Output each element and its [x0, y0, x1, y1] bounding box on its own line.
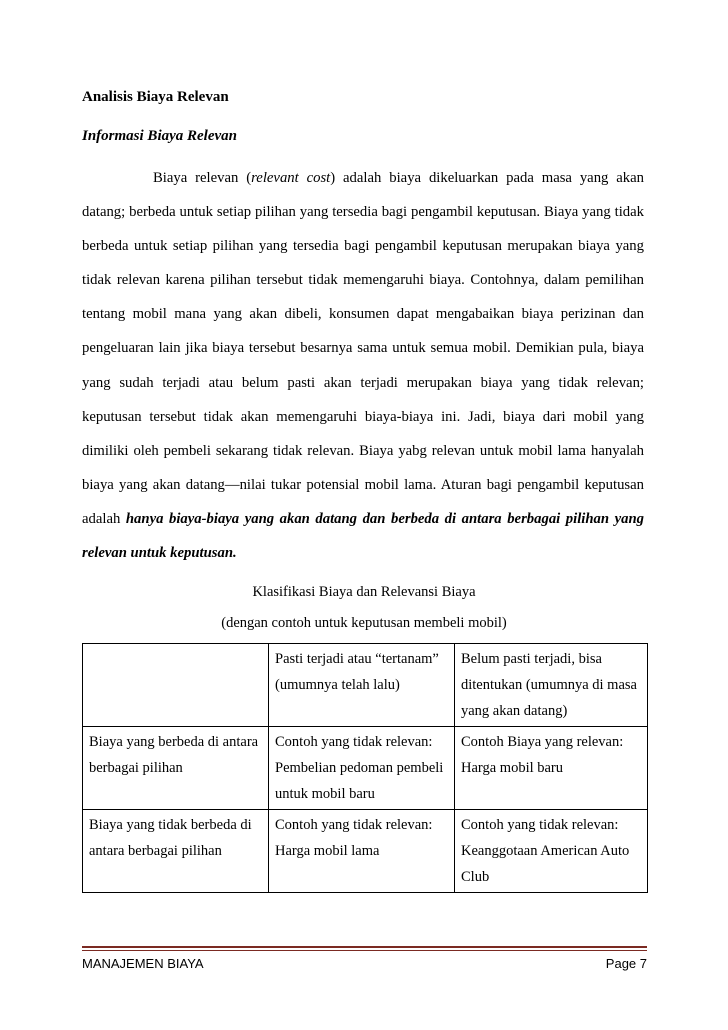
paragraph-italic-term: relevant cost [251, 170, 331, 186]
table-cell: Contoh yang tidak relevan: Pembelian pedoman pembeli untuk mobil baru [269, 727, 455, 810]
table-caption-subtitle: (dengan contoh untuk keputusan membeli mobil) [221, 615, 507, 631]
table-header-row [83, 644, 648, 727]
table-cell: Biaya yang berbeda di antara berbagai pilihan [83, 727, 269, 810]
body-paragraph [82, 161, 644, 570]
table-header-cell: Belum pasti terjadi, bisa ditentukan (umumnya di masa yang akan datang) [455, 644, 648, 727]
table-cell: Contoh yang tidak relevan: Keanggotaan American Auto Club [455, 810, 648, 893]
footer-rule [82, 946, 647, 948]
paragraph-text-2: ) adalah biaya dikeluarkan pada masa yang akan datang; berbeda untuk setiap pilihan yang tersedia bagi pengambil keputusan. Biaya yang tidak berbeda untuk setiap pilihan yang tersedia bagi pengambil keputusan merupakan biaya yang tidak relevan karena pilihan tersebut tidak memengaruhi biaya. Contohnya, dalam pemilihan tentang mobil mana yang akan dibeli, konsumen dapat mengabaikan biaya perizinan dan pengeluaran lain jika biaya tersebut besarnya sama untuk semua mobil. Demikian pula, biaya yang sudah terjadi atau belum pasti akan terjadi merupakan biaya yang tidak relevan; keputusan tersebut tidak akan memengaruhi biaya-biaya ini. Jadi, biaya dari mobil yang dimiliki oleh pembeli sekarang tidak relevan. Biaya yabg relevan untuk mobil lama hanyalah biaya yang akan datang—nilai tukar potensial mobil lama. Aturan bagi pengambil keputusan adalah [82, 170, 644, 527]
paragraph-emphasis: hanya biaya-biaya yang akan datang dan berbeda di antara berbagai pilihan yang relevan untuk keputusan [82, 510, 644, 562]
table-caption-title: Klasifikasi Biaya dan Relevansi Biaya [252, 584, 476, 600]
table-row [83, 727, 648, 810]
cost-classification-table [82, 643, 648, 893]
table-cell: Contoh Biaya yang relevan: Harga mobil baru [455, 727, 648, 810]
section-subheading: Informasi Biaya Relevan [82, 128, 238, 144]
paragraph-final-period: . [233, 545, 237, 562]
page-number: Page 7 [605, 956, 647, 971]
footer-title: MANAJEMEN BIAYA [82, 956, 204, 971]
footer-rule-thin [82, 950, 647, 951]
section-heading: Analisis Biaya Relevan [82, 89, 229, 105]
table-row [83, 810, 648, 893]
table-cell: Contoh yang tidak relevan: Harga mobil lama [269, 810, 455, 893]
table-header-cell: Pasti terjadi atau “tertanam” (umumnya telah lalu) [269, 644, 455, 727]
paragraph-text-1: Biaya relevan ( [153, 170, 252, 186]
table-header-cell [83, 644, 269, 727]
table-cell: Biaya yang tidak berbeda di antara berbagai pilihan [83, 810, 269, 893]
